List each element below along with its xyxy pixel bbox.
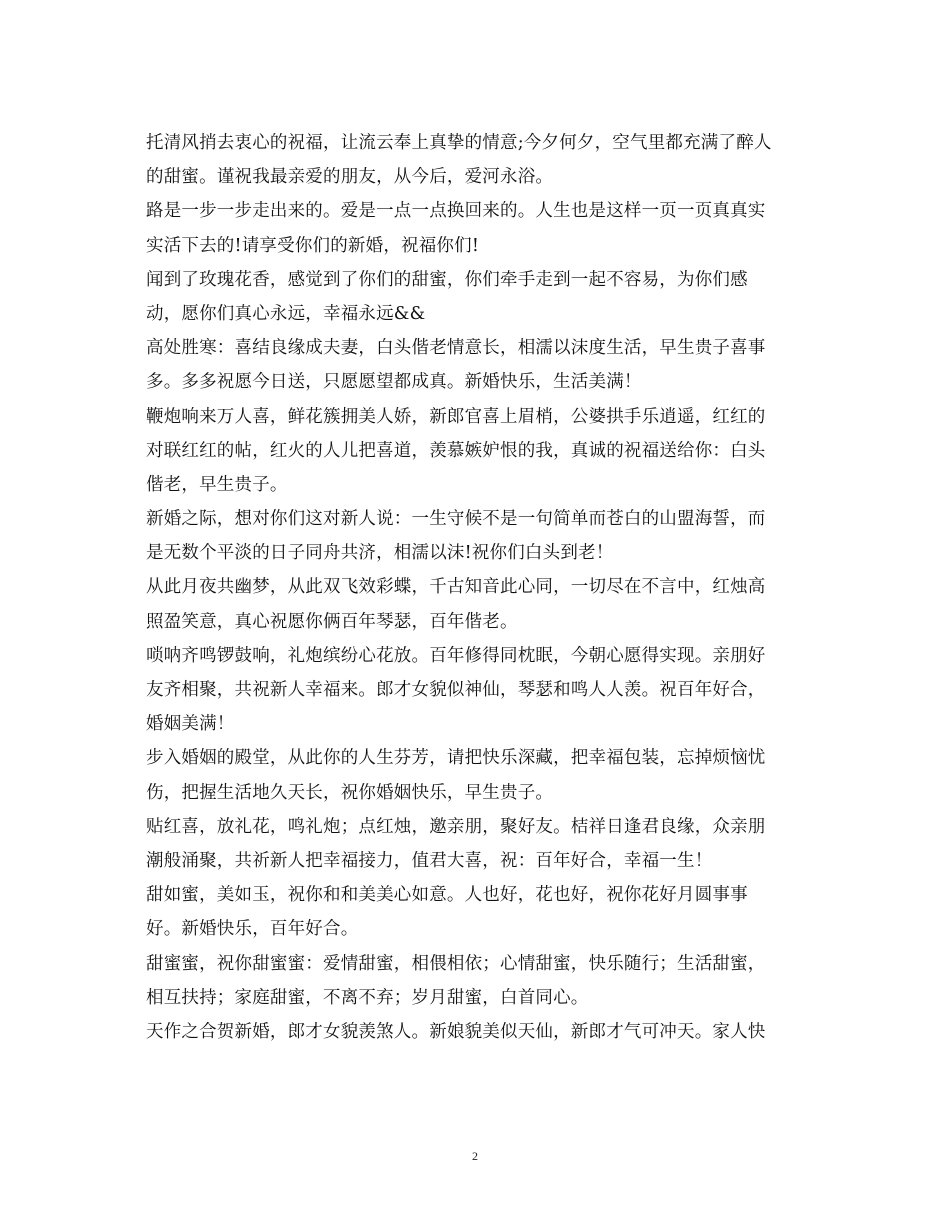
text-line: 闻到了玫瑰花香，感觉到了你们的甜蜜，你们牵手走到一起不容易，为你们感 [146, 269, 748, 290]
text-line: 甜如蜜，美如玉，祝你和和美美心如意。人也好，花也好，祝你花好月圆事事 [146, 885, 748, 906]
text-line: 唢呐齐鸣锣鼓响，礼炮缤纷心花放。百年修得同枕眠，今朝心愿得实现。亲朋好 [146, 645, 766, 666]
text-line: 伤，把握生活地久天长，祝你婚姻快乐，早生贵子。 [146, 782, 554, 803]
text-line: 对联红红的帖，红火的人儿把喜道，羡慕嫉妒恨的我，真诚的祝福送给你：白头 [146, 440, 766, 461]
text-line: 鞭炮响来万人喜，鲜花簇拥美人娇，新郎官喜上眉梢，公婆拱手乐逍遥，红红的 [146, 406, 766, 427]
text-line: 步入婚姻的殿堂，从此你的人生芬芳，请把快乐深藏，把幸福包装，忘掉烦恼忧 [146, 748, 766, 769]
text-line: 偕老，早生贵子。 [146, 474, 288, 495]
text-line: 的甜蜜。谨祝我最亲爱的朋友，从今后，爱河永浴。 [146, 167, 554, 188]
text-line: 路是一步一步走出来的。爱是一点一点换回来的。人生也是这样一页一页真真实 [146, 201, 766, 222]
text-line: 相互扶持；家庭甜蜜，不离不弃；岁月甜蜜，白首同心。 [146, 987, 589, 1008]
page-number: 2 [472, 1149, 478, 1163]
text-line: 甜蜜蜜，祝你甜蜜蜜：爱情甜蜜，相偎相依；心情甜蜜，快乐随行；生活甜蜜， [146, 953, 766, 974]
text-line: 贴红喜，放礼花，鸣礼炮；点红烛，邀亲朋，聚好友。桔祥日逢君良缘，众亲朋 [146, 816, 766, 837]
text-line: 从此月夜共幽梦，从此双飞效彩蝶，千古知音此心同，一切尽在不言中，红烛高 [146, 577, 766, 598]
text-line: 天作之合贺新婚，郎才女貌羡煞人。新娘貌美似天仙，新郎才气可冲天。家人快 [146, 1021, 766, 1042]
text-line: 婚姻美满！ [146, 714, 235, 735]
text-line: 潮般涌聚，共祈新人把幸福接力，值君大喜，祝：百年好合，幸福一生！ [146, 850, 713, 871]
text-line: 动，愿你们真心永远，幸福永远&& [146, 303, 426, 324]
text-line: 照盈笑意，真心祝愿你俩百年琴瑟，百年偕老。 [146, 611, 518, 632]
text-line: 友齐相聚，共祝新人幸福来。郎才女貌似神仙，琴瑟和鸣人人羡。祝百年好合， [146, 680, 766, 700]
body-text [146, 126, 814, 1049]
text-line: 新婚之际，想对你们这对新人说：一生守候不是一句简单而苍白的山盟海誓，而 [146, 509, 766, 530]
text-line: 多。多多祝愿今日送，只愿愿望都成真。新婚快乐，生活美满！ [146, 372, 642, 393]
text-line: 高处胜寒：喜结良缘成夫妻，白头偕老情意长，相濡以沫度生活，早生贵子喜事 [146, 338, 766, 359]
text-line: 好。新婚快乐，百年好合。 [146, 919, 359, 940]
text-line: 是无数个平淡的日子同舟共济，相濡以沫!祝你们白头到老！ [146, 543, 614, 564]
text-line: 实活下去的!请享受你们的新婚，祝福你们! [146, 235, 480, 256]
text-line: 托清风捎去衷心的祝福，让流云奉上真挚的情意;今夕何夕，空气里都充满了醉人 [146, 133, 772, 153]
